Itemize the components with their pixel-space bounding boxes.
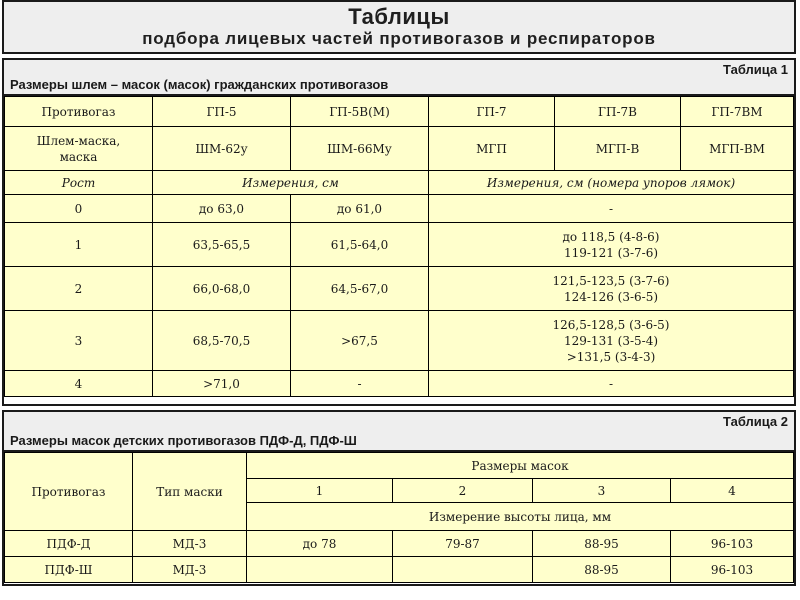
table1-grid — [4, 96, 794, 397]
cell: до 63,0 — [153, 195, 291, 223]
cell: - — [429, 195, 794, 223]
cell: 0 — [5, 195, 153, 223]
cell: ШМ-62у — [153, 127, 291, 171]
cell: 1 — [247, 479, 393, 503]
table-row — [5, 531, 794, 557]
cell: Тип маски — [133, 453, 247, 531]
cell: ШМ-66Му — [291, 127, 429, 171]
cell: 4 — [671, 479, 794, 503]
table-row — [5, 223, 794, 267]
table1-caption: Размеры шлем – масок (масок) гражданских противогазов — [10, 77, 389, 92]
cell: Шлем-маска, маска — [5, 127, 153, 171]
cell: Измерения, см (номера упоров лямок) — [429, 171, 794, 195]
cell: 68,5-70,5 — [153, 311, 291, 371]
cell: 121,5-123,5 (3-7-6) 124-126 (3-6-5) — [429, 267, 794, 311]
table1-number: Таблица 1 — [722, 62, 788, 77]
cell: Измерение высоты лица, мм — [247, 503, 794, 531]
cell: 64,5-67,0 — [291, 267, 429, 311]
cell: Противогаз — [5, 97, 153, 127]
cell: до 78 — [247, 531, 393, 557]
cell: 88-95 — [533, 531, 671, 557]
cell: 3 — [5, 311, 153, 371]
cell: 2 — [393, 479, 533, 503]
table-row — [5, 195, 794, 223]
cell: до 61,0 — [291, 195, 429, 223]
cell: МГП-ВМ — [681, 127, 794, 171]
cell: МГП-В — [555, 127, 681, 171]
cell: 63,5-65,5 — [153, 223, 291, 267]
table2-row-sizes — [5, 453, 794, 479]
table-row — [5, 557, 794, 583]
cell: ГП-5В(М) — [291, 97, 429, 127]
cell: ГП-5 — [153, 97, 291, 127]
cell: 3 — [533, 479, 671, 503]
cell: 1 — [5, 223, 153, 267]
cell: ПДФ-Д — [5, 531, 133, 557]
cell: 126,5-128,5 (3-6-5) 129-131 (3-5-4) >131,5 (3-4-3) — [429, 311, 794, 371]
table1-row-hdr — [5, 171, 794, 195]
table1-row-mask — [5, 127, 794, 171]
cell: ГП-7В — [555, 97, 681, 127]
cell: МД-3 — [133, 557, 247, 583]
cell: Рост — [5, 171, 153, 195]
cell: МГП — [429, 127, 555, 171]
cell: 79-87 — [393, 531, 533, 557]
table2-panel — [2, 410, 796, 586]
cell: 61,5-64,0 — [291, 223, 429, 267]
cell — [393, 557, 533, 583]
cell: МД-3 — [133, 531, 247, 557]
cell: ПДФ-Ш — [5, 557, 133, 583]
page-subtitle: подбора лицевых частей противогазов и респираторов — [142, 29, 656, 48]
cell: - — [429, 371, 794, 397]
title-banner — [2, 0, 796, 54]
table1-header — [4, 60, 794, 96]
cell: >67,5 — [291, 311, 429, 371]
table-row — [5, 311, 794, 371]
cell: 4 — [5, 371, 153, 397]
cell: 96-103 — [671, 531, 794, 557]
cell: - — [291, 371, 429, 397]
cell: 2 — [5, 267, 153, 311]
page-title: Таблицы — [348, 4, 450, 29]
cell: Противогаз — [5, 453, 133, 531]
cell: 66,0-68,0 — [153, 267, 291, 311]
table-row — [5, 371, 794, 397]
cell — [247, 557, 393, 583]
cell: 88-95 — [533, 557, 671, 583]
cell: Размеры масок — [247, 453, 794, 479]
cell: ГП-7 — [429, 97, 555, 127]
cell: Измерения, см — [153, 171, 429, 195]
table2-number: Таблица 2 — [722, 414, 788, 429]
table-row — [5, 267, 794, 311]
table2-caption: Размеры масок детских противогазов ПДФ-Д, ПДФ-Ш — [10, 433, 357, 448]
table1-row-gas — [5, 97, 794, 127]
table1-panel — [2, 58, 796, 406]
table2-header — [4, 412, 794, 452]
cell: 96-103 — [671, 557, 794, 583]
table2-grid — [4, 452, 794, 583]
cell: до 118,5 (4-8-6) 119-121 (3-7-6) — [429, 223, 794, 267]
cell: ГП-7ВМ — [681, 97, 794, 127]
cell: >71,0 — [153, 371, 291, 397]
